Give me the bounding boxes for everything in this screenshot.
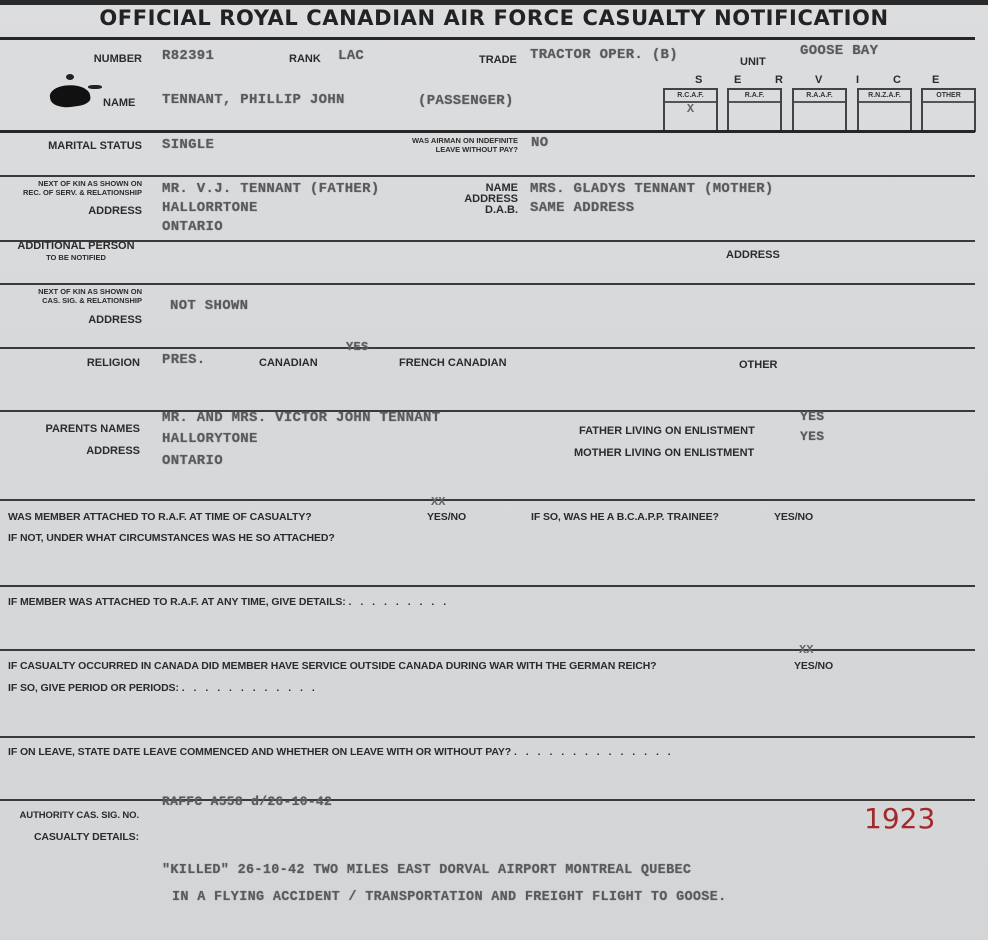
- dab-label-group: [440, 183, 518, 216]
- parents-names-value: MR. AND MRS. VICTOR JOHN TENNANT: [162, 410, 441, 426]
- divider: [0, 240, 975, 242]
- divider: [0, 410, 975, 412]
- service-box-rcaf[interactable]: [663, 88, 718, 132]
- trade-label: TRADE: [479, 54, 517, 66]
- service-letter: I: [856, 74, 860, 86]
- divider: [0, 347, 975, 349]
- nok-rec-label-line: NEXT OF KIN AS SHOWN ON: [38, 179, 142, 188]
- dots-leader: . . . . . . . . .: [348, 596, 450, 608]
- service-letter: R: [775, 74, 783, 86]
- parents-address-label: ADDRESS: [86, 445, 140, 457]
- divider: [0, 175, 975, 177]
- trade-value: TRACTOR OPER. (B): [530, 47, 678, 63]
- divider: [0, 130, 975, 133]
- divider: [0, 736, 975, 738]
- nok-cas-value: NOT SHOWN: [170, 298, 249, 314]
- nok-address-line-1: HALLORRTONE: [162, 200, 258, 216]
- authority-value: RAFFC A558 d/26-10-42: [162, 794, 333, 809]
- rank-value: LAC: [338, 48, 365, 64]
- name-label: NAME: [103, 97, 136, 109]
- raf-any-time-text: IF MEMBER WAS ATTACHED TO R.A.F. AT ANY TIME, GIVE DETAILS:: [8, 596, 346, 608]
- periods-question: [8, 682, 318, 694]
- divider: [0, 37, 975, 40]
- dots-leader: . . . . . . . . . . . .: [181, 682, 318, 694]
- punch-hole: [88, 85, 102, 89]
- divider: [0, 799, 975, 801]
- service-box-label: R.A.A.F.: [794, 90, 845, 103]
- service-letter: V: [815, 74, 823, 86]
- dab-name-value: MRS. GLADYS TENNANT (MOTHER): [530, 181, 774, 197]
- marital-status-label: MARITAL STATUS: [48, 140, 142, 152]
- divider: [0, 649, 975, 651]
- nok-address-label: ADDRESS: [88, 205, 142, 217]
- nok-cas-address-label: ADDRESS: [88, 314, 142, 326]
- service-box-label: OTHER: [923, 90, 974, 103]
- punch-hole: [49, 82, 92, 109]
- raf-any-time-question: [8, 596, 449, 608]
- parents-address-line-2: ONTARIO: [162, 453, 223, 469]
- top-border: [0, 0, 988, 5]
- name-value: TENNANT, PHILLIP JOHN: [162, 92, 345, 108]
- bcatp-question: IF SO, WAS HE A B.C.A.P.P. TRAINEE?: [531, 511, 719, 523]
- nok-cas-label: [0, 287, 142, 305]
- dab-address-label: ADDRESS: [464, 193, 518, 205]
- service-box-rnzaf[interactable]: [857, 88, 912, 132]
- name-note: (PASSENGER): [418, 93, 514, 109]
- casualty-details-line-2: IN A FLYING ACCIDENT / TRANSPORTATION AND FREIGHT FLIGHT TO GOOSE.: [172, 890, 727, 905]
- service-box-label: R.A.F.: [729, 90, 780, 103]
- religion-label: RELIGION: [86, 357, 140, 369]
- form-title: OFFICIAL ROYAL CANADIAN AIR FORCE CASUALTY NOTIFICATION: [99, 6, 889, 30]
- service-letter: E: [734, 74, 742, 86]
- number-value: R82391: [162, 48, 215, 64]
- canadian-value: YES: [346, 340, 369, 354]
- canadian-label: CANADIAN: [259, 357, 318, 369]
- dab-address-value: SAME ADDRESS: [530, 200, 635, 216]
- indefinite-leave-value: NO: [531, 135, 549, 151]
- service-letter: C: [893, 74, 901, 86]
- unit-label: UNIT: [740, 56, 766, 68]
- number-label: NUMBER: [93, 53, 142, 65]
- periods-text: IF SO, GIVE PERIOD OR PERIODS:: [8, 682, 179, 694]
- service-box-raaf[interactable]: [792, 88, 847, 132]
- authority-label: AUTHORITY CAS. SIG. NO.: [19, 810, 139, 821]
- stamp-number: 1923: [864, 802, 936, 835]
- bcatp-yes-no[interactable]: YES/NO: [774, 511, 814, 523]
- nok-rec-label-line: REC. OF SERV. & RELATIONSHIP: [22, 188, 142, 197]
- service-box-label: R.C.A.F.: [665, 90, 716, 103]
- religion-value: PRES.: [162, 352, 206, 368]
- service-outside-question: IF CASUALTY OCCURRED IN CANADA DID MEMBER HAVE SERVICE OUTSIDE CANADA DURING WAR WITH THE GERMAN REICH?: [8, 660, 657, 672]
- divider: [0, 499, 975, 501]
- marital-status-value: SINGLE: [162, 137, 215, 153]
- additional-person-label-line: ADDITIONAL PERSON: [17, 240, 135, 252]
- parents-names-label: PARENTS NAMES: [45, 423, 140, 435]
- circumstances-question: IF NOT, UNDER WHAT CIRCUMSTANCES WAS HE SO ATTACHED?: [8, 532, 335, 544]
- dab-label: D.A.B.: [485, 204, 518, 216]
- father-living-label: FATHER LIVING ON ENLISTMENT: [579, 425, 755, 437]
- raf-attached-yes-no[interactable]: YES/NO: [427, 511, 467, 523]
- service-letter: E: [932, 74, 940, 86]
- additional-person-label-line: TO BE NOTIFIED: [46, 252, 106, 262]
- unit-value: GOOSE BAY: [800, 43, 879, 59]
- punch-hole: [66, 74, 74, 80]
- nok-rec-label: [0, 179, 142, 197]
- nok-address-line-2: ONTARIO: [162, 219, 223, 235]
- mother-living-label: MOTHER LIVING ON ENLISTMENT: [574, 447, 755, 459]
- nok-cas-label-line: CAS. SIG. & RELATIONSHIP: [42, 296, 142, 305]
- father-living-value: YES: [800, 409, 825, 424]
- service-box-raf[interactable]: [727, 88, 782, 132]
- indefinite-leave-label: [360, 136, 518, 154]
- dots-leader: . . . . . . . . . . . . . .: [513, 746, 674, 758]
- service-box-other[interactable]: [921, 88, 976, 132]
- rank-label: RANK: [289, 53, 321, 65]
- casualty-details-label: CASUALTY DETAILS:: [33, 831, 139, 843]
- indefinite-leave-label-line: LEAVE WITHOUT PAY?: [435, 145, 518, 154]
- service-outside-mark: XX: [799, 643, 814, 657]
- divider: [0, 283, 975, 285]
- additional-address-label: ADDRESS: [726, 249, 780, 261]
- dab-name-label: NAME: [485, 182, 518, 194]
- casualty-details-line-1: "KILLED" 26-10-42 TWO MILES EAST DORVAL AIRPORT MONTREAL QUEBEC: [162, 863, 692, 878]
- french-canadian-label: FRENCH CANADIAN: [399, 357, 507, 369]
- other-label: OTHER: [739, 359, 778, 371]
- additional-person-label: [10, 240, 142, 262]
- leave-text: IF ON LEAVE, STATE DATE LEAVE COMMENCED AND WHETHER ON LEAVE WITH OR WITHOUT PAY?: [8, 746, 512, 758]
- service-box-label: R.N.Z.A.F.: [859, 90, 910, 103]
- mother-living-value: YES: [800, 429, 825, 444]
- indefinite-leave-label-line: WAS AIRMAN ON INDEFINITE: [412, 136, 518, 145]
- service-mark: X: [686, 102, 695, 116]
- nok-rec-value: MR. V.J. TENNANT (FATHER): [162, 181, 380, 197]
- raf-attached-mark: XX: [431, 495, 446, 509]
- parents-address-line-1: HALLORYTONE: [162, 431, 258, 447]
- raf-attached-question: WAS MEMBER ATTACHED TO R.A.F. AT TIME OF CASUALTY?: [8, 511, 312, 523]
- service-letter: S: [695, 74, 703, 86]
- service-outside-yes-no[interactable]: YES/NO: [794, 660, 834, 672]
- nok-cas-label-line: NEXT OF KIN AS SHOWN ON: [38, 287, 142, 296]
- leave-question: [8, 746, 674, 758]
- divider: [0, 585, 975, 587]
